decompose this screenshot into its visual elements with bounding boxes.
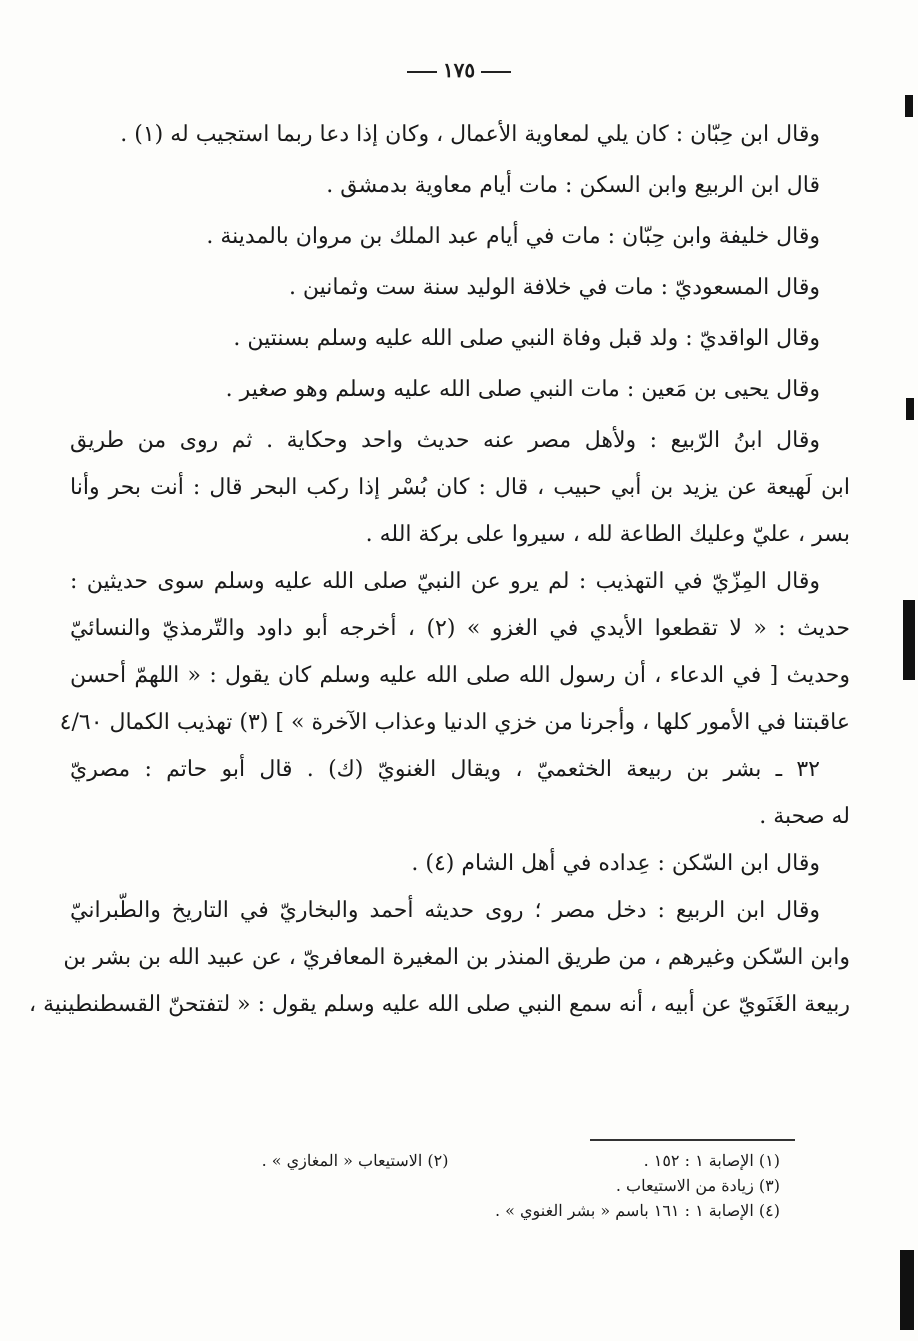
text-line: ابن لَهيعة عن يزيد بن أبي حبيب ، قال : كان بُسْر إذا ركب البحر قال : أنت بحر وأنا — [70, 475, 850, 500]
footnote-row — [90, 1148, 780, 1173]
footnote: (٣) زيادة من الاستيعاب . — [615, 1176, 780, 1195]
footnotes — [90, 1148, 780, 1223]
margin-mark — [900, 1250, 914, 1330]
footnote: (٤) الإصابة ١ : ١٦١ باسم « بشر الغنوي » . — [494, 1201, 780, 1220]
text-line: وقال يحيى بن مَعين : مات النبي صلى الله عليه وسلم وهو صغير . — [225, 377, 820, 402]
text-line: حديث : « لا تقطعوا الأيدي في الغزو » (٢) ، أخرجه أبو داود والتّرمذيّ والنسائيّ — [70, 616, 850, 641]
footnote-row — [90, 1173, 780, 1198]
margin-mark — [906, 398, 914, 420]
text-line: وابن السّكن وغيرهم ، من طريق المنذر بن المغيرة المعافريّ ، عن عبيد الله بن بشر بن — [63, 945, 850, 970]
entry-heading: ٣٢ ـ بشر بن ربيعة الخثعميّ ، ويقال الغنويّ (ك) . قال أبو حاتم : مصريّ — [70, 757, 820, 782]
margin-mark — [903, 600, 915, 680]
text-line: وقال المِزّيّ في التهذيب : لم يرو عن النبيّ صلى الله عليه وسلم سوى حديثين : — [70, 569, 820, 594]
text-line: وحديث [ في الدعاء ، أن رسول الله صلى الله عليه وسلم كان يقول : « اللهمّ أحسن — [70, 663, 850, 688]
margin-mark — [905, 95, 913, 117]
text-line: قال ابن الربيع وابن السكن : مات أيام معاوية بدمشق . — [326, 173, 820, 198]
text-line: وقال ابن السّكن : عِداده في أهل الشام (٤) . — [411, 851, 820, 876]
page-number: ١٧٥ — [0, 58, 918, 82]
text-line: له صحبة . — [759, 804, 850, 829]
footnote: (٢) الاستيعاب « المغازي » . — [261, 1151, 449, 1170]
footnote-divider — [590, 1139, 795, 1141]
text-line: وقال ابن حِبّان : كان يلي لمعاوية الأعمال ، وكان إذا دعا ربما استجيب له (١) . — [120, 122, 820, 147]
main-text — [29, 122, 850, 1039]
text-line: عاقبتنا في الأمور كلها ، وأجرنا من خزي الدنيا وعذاب الآخرة » ] (٣) تهذيب الكمال ٤/٦٠ — [59, 710, 850, 735]
text-line: وقال المسعوديّ : مات في خلافة الوليد سنة ست وثمانين . — [288, 275, 820, 300]
text-line: ربيعة الغَنَويّ عن أبيه ، أنه سمع النبي صلى الله عليه وسلم يقول : « لتفتحنّ القسطنطينية ، — [29, 992, 850, 1017]
footnote-row — [90, 1198, 780, 1223]
text-line: وقال ابنُ الرّبيع : ولأهل مصر عنه حديث واحد وحكاية . ثم روى من طريق — [70, 428, 820, 453]
text-line: وقال ابن الربيع : دخل مصر ؛ روى حديثه أحمد والبخاريّ في التاريخ والطّبرانيّ — [70, 898, 820, 923]
text-line: وقال الواقديّ : ولد قبل وفاة النبي صلى الله عليه وسلم بسنتين . — [233, 326, 820, 351]
footnote: (١) الإصابة ١ : ١٥٢ . — [643, 1151, 780, 1170]
text-line: بسر ، عليّ وعليك الطاعة لله ، سيروا على بركة الله . — [365, 522, 850, 547]
text-line: وقال خليفة وابن حِبّان : مات في أيام عبد الملك بن مروان بالمدينة . — [206, 224, 820, 249]
